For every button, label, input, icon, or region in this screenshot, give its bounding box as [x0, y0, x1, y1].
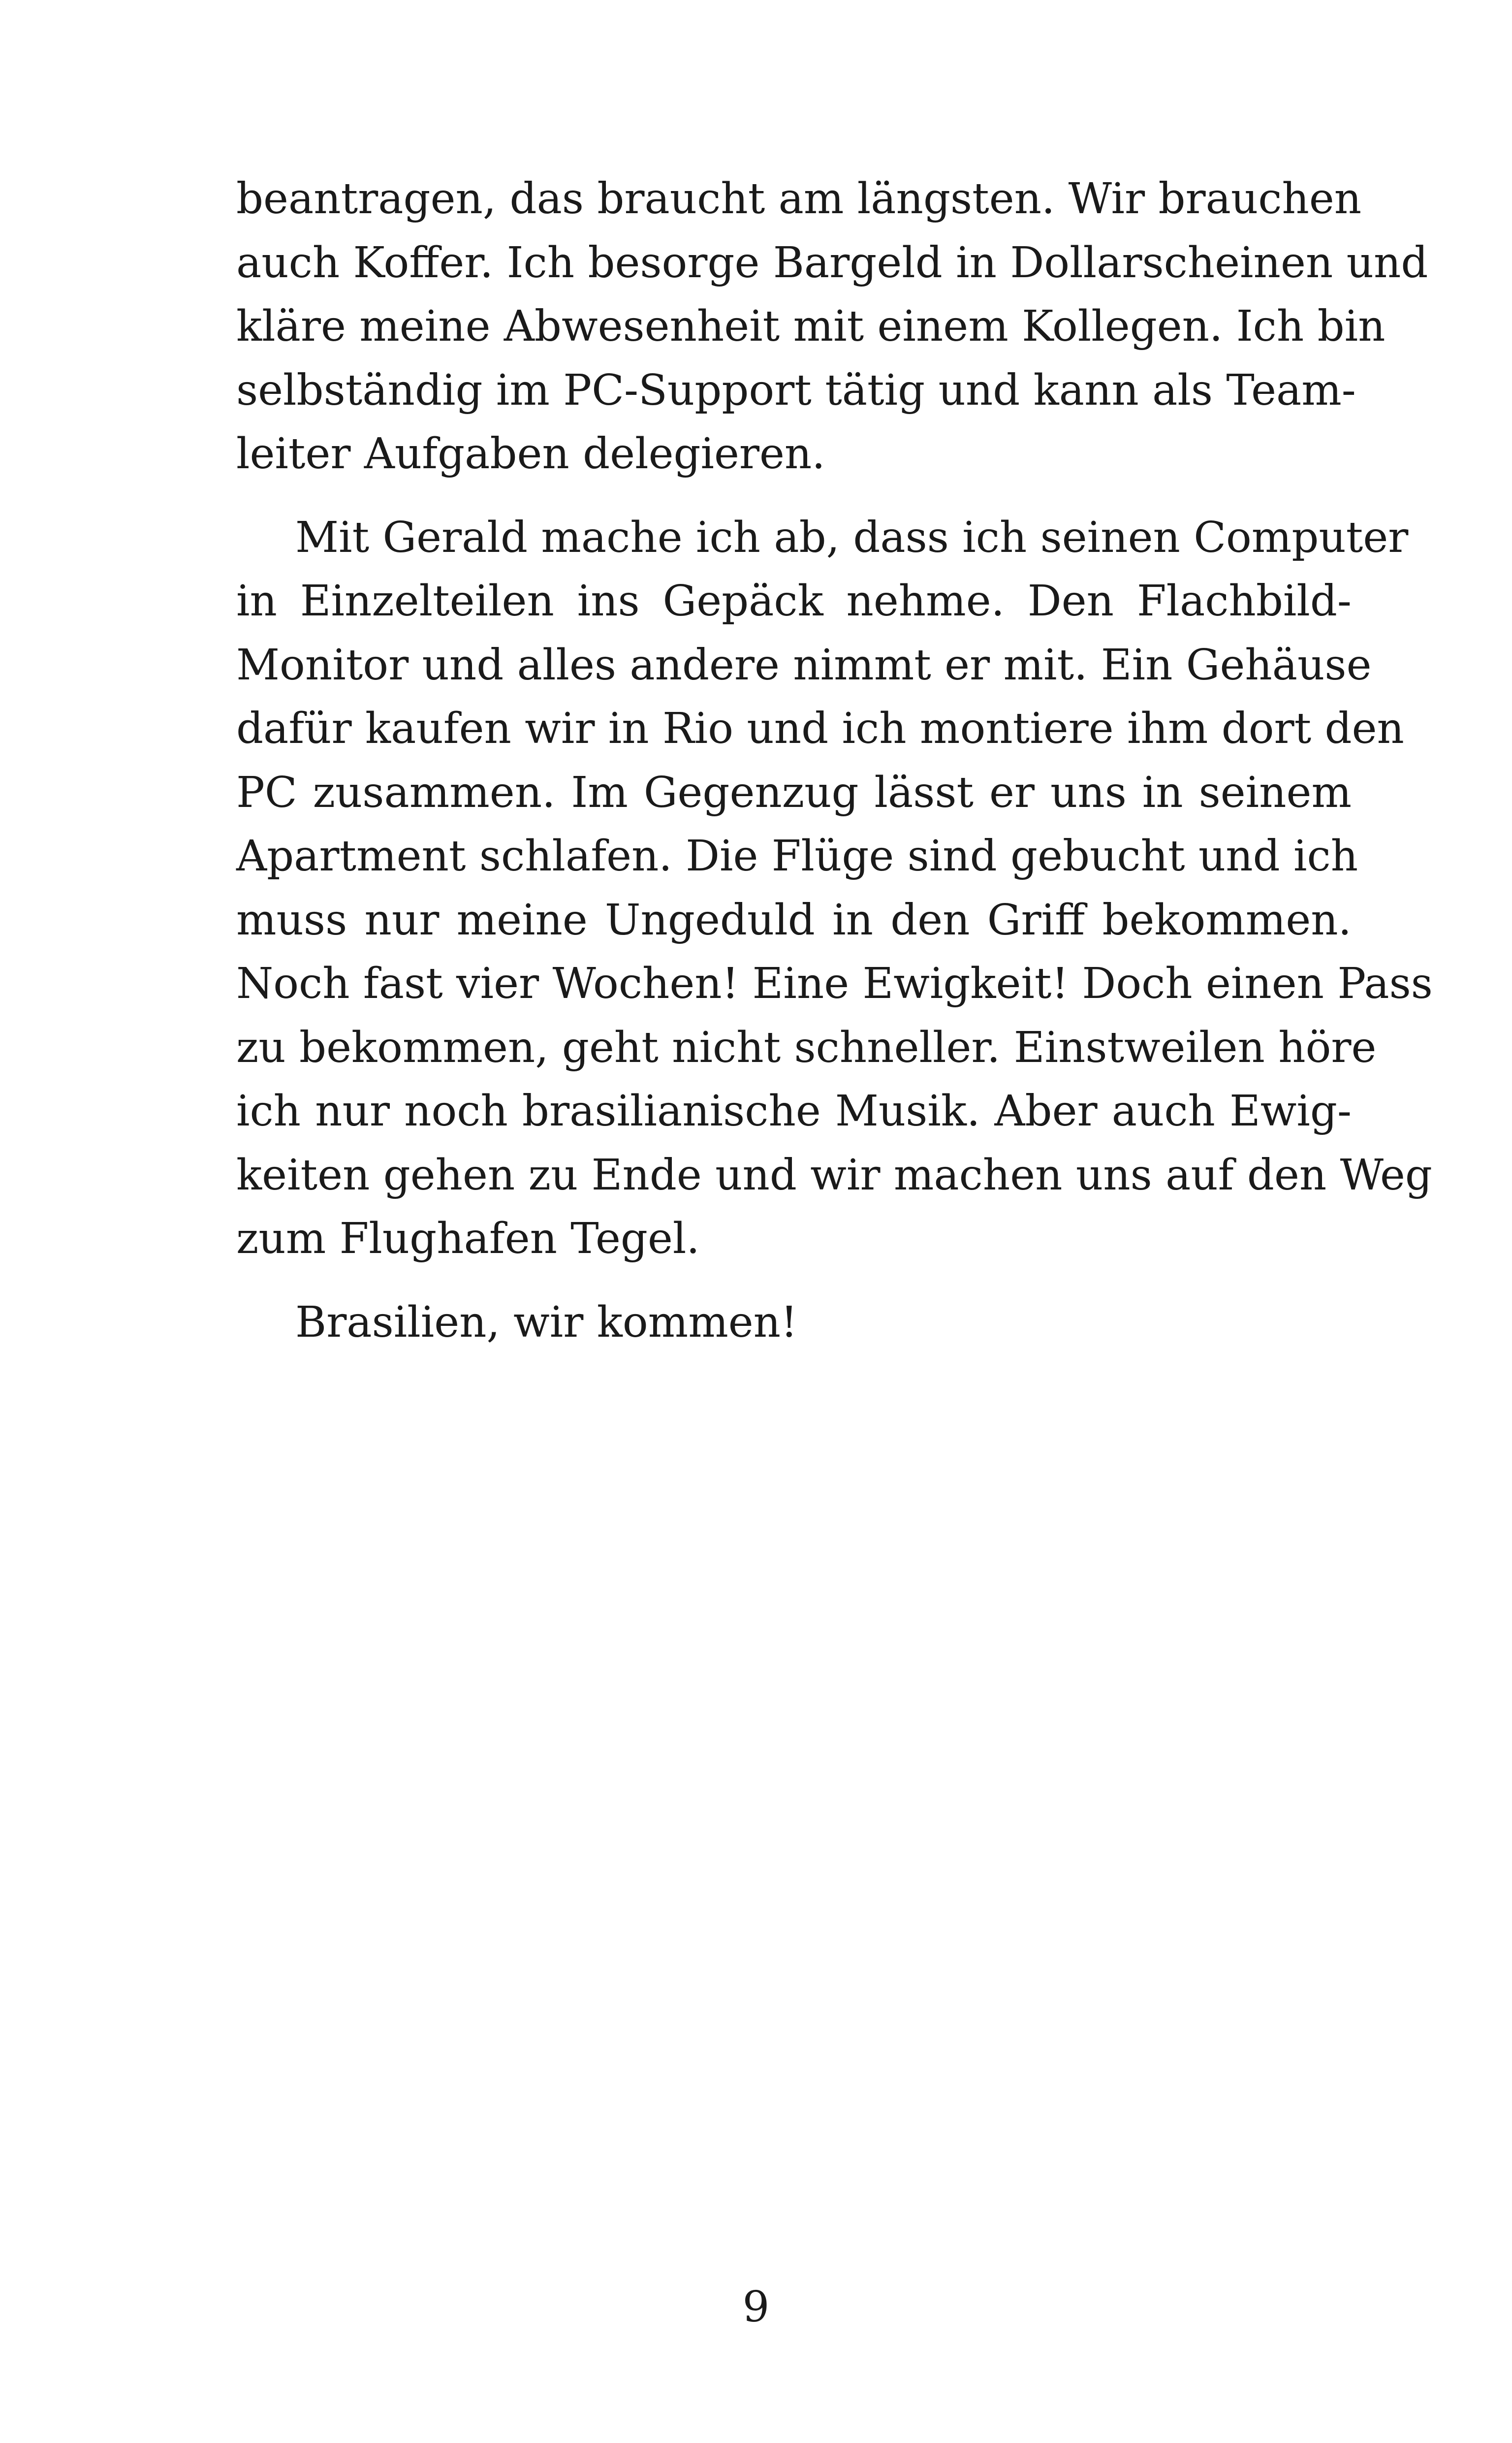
text-line: Apartment schlafen. Die Flüge sind gebucht und ich — [236, 832, 1358, 881]
paragraph-gap — [236, 1271, 1352, 1291]
text-line: Noch fast vier Wochen! Eine Ewigkeit! Doch einen Pass — [236, 959, 1433, 1008]
text-line: ich nur noch brasilianische Musik. Aber auch Ewig- — [236, 1087, 1352, 1136]
text-line: selbständig im PC-Support tätig und kann als Team- — [236, 365, 1356, 415]
paragraph-gap — [236, 486, 1352, 506]
body-text — [236, 167, 1433, 1354]
text-line: auch Koffer. Ich besorge Bargeld in Dollarscheinen und — [236, 238, 1428, 288]
text-line: kläre meine Abwesenheit mit einem Kollegen. Ich bin — [236, 302, 1386, 351]
text-line: dafür kaufen wir in Rio und ich montiere ihm dort den — [236, 704, 1404, 753]
paragraph-3 — [236, 1291, 1352, 1355]
page-number: 9 — [742, 2282, 770, 2332]
text-line: PC zusammen. Im Gegenzug lässt er uns in seinem — [236, 768, 1352, 817]
text-line: Monitor und alles andere nimmt er mit. Ein Gehäuse — [236, 640, 1372, 690]
text-line: muss nur meine Ungeduld in den Griff bekommen. — [236, 895, 1352, 945]
text-line: zum Flughafen Tegel. — [236, 1214, 700, 1263]
paragraph-1 — [236, 167, 1428, 486]
text-line: Brasilien, wir kommen! — [295, 1297, 798, 1347]
text-line: in Einzelteilen ins Gepäck nehme. Den Flachbild- — [236, 577, 1352, 626]
text-line: beantragen, das braucht am längsten. Wir brauchen — [236, 174, 1362, 224]
text-line: leiter Aufgaben delegieren. — [236, 429, 825, 479]
text-line: Mit Gerald mache ich ab, dass ich seinen Computer — [295, 513, 1409, 562]
paragraph-2 — [236, 506, 1433, 1271]
text-line: zu bekommen, geht nicht schneller. Einstweilen höre — [236, 1023, 1377, 1072]
text-line: keiten gehen zu Ende und wir machen uns auf den Weg — [236, 1150, 1432, 1200]
